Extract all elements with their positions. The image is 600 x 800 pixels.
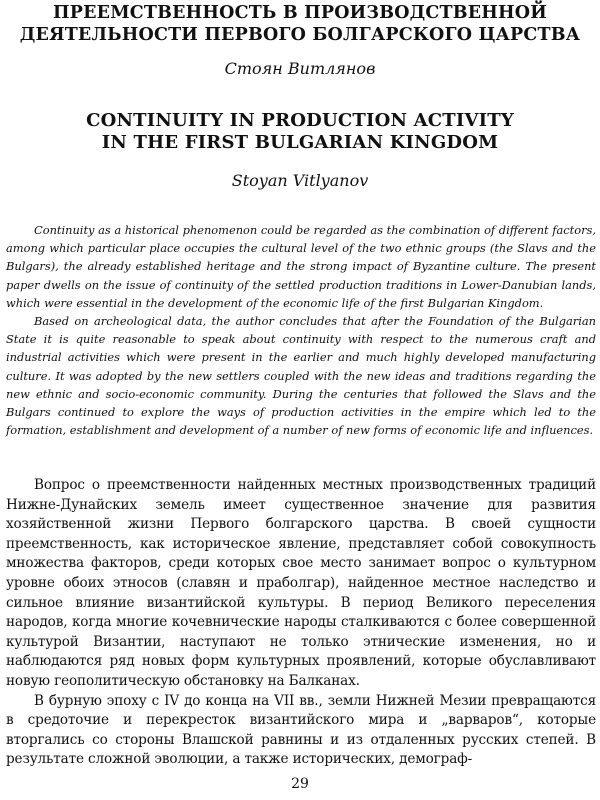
body-paragraph-1: Вопрос о преемственности найденных местных производственных традиций Нижне-Дунайских земель имеет существенное значение для развития хозяйственной жизни Первого болгарского царства. В своей сущности преемственность, как историческое явление, представляет собой совокупность множества факторов, среди которых свое место занимает вопрос о культурном уровне обоих этносов (славян и праболгар), найденное местное наследство и сильное влияние византийской культуры. В период Великого переселения народов, когда многие кочевнические народы сталкиваются с более совершенной культурой Византии, наступают не только этнические изменения, но и наблюдаются ряд новых форм культурных проявлений, которые обуславливают новую геополитическую обстановку на Балканах. <box>6 477 596 689</box>
main-text <box>6 476 596 770</box>
page-number: 29 <box>291 776 309 792</box>
title-en-line-1: CONTINUITY IN PRODUCTION ACTIVITY <box>86 110 514 131</box>
author-name-bg: Стоян Витлянов <box>224 59 376 78</box>
abstract-paragraph-2: Based on archeological data, the author concludes that after the Foundation of the Bulgarian State it is quite reasonable to speak about continuity with respect to the numerous craft and industrial activities which were present in the earlier and much highly developed manufacturing culture. It was adopted by the new settlers coupled with the new ideas and traditions regarding the new ethnic and socio-economic community. During the centuries that followed the Slavs and the Bulgars continued to explore the ways of production activities in the empire which led to the formation, establishment and development of a number of new forms of economic life and influences. <box>6 314 596 438</box>
title-bg-line-2: ДЕЯТЕЛЬНОСТИ ПЕРВОГО БОЛГАРСКОГО ЦАРСТВА <box>19 25 581 45</box>
title-en-line-2: IN THE FIRST BULGARIAN KINGDOM <box>101 132 499 153</box>
body-paragraph-2: В бурную эпоху с IV до конца на VII вв., земли Нижней Мезии превращаются в средоточие и перекресток византийского мира и „варваров“, которые вторгались со стороны Влашской равнины и из отдаленных русских степей. В результате сложной эволюции, а также исторических, демограф- <box>6 692 596 768</box>
author-name-en: Stoyan Vitlyanov <box>231 171 369 190</box>
abstract-paragraph-1: Continuity as a historical phenomenon could be regarded as the combination of different factors, among which particular place occupies the cultural level of the two ethnic groups (the Slavs and the Bulgars), the already established heritage and the strong impact of Byzantine culture. The present paper dwells on the issue of continuity of the settled production traditions in Lower-Danubian lands, which were essential in the development of the economic life of the first Bulgarian Kingdom. <box>6 223 596 310</box>
title-bg-line-1: ПРЕЕМСТВЕННОСТЬ В ПРОИЗВОДСТВЕННОЙ <box>53 3 547 23</box>
abstract <box>6 221 596 439</box>
